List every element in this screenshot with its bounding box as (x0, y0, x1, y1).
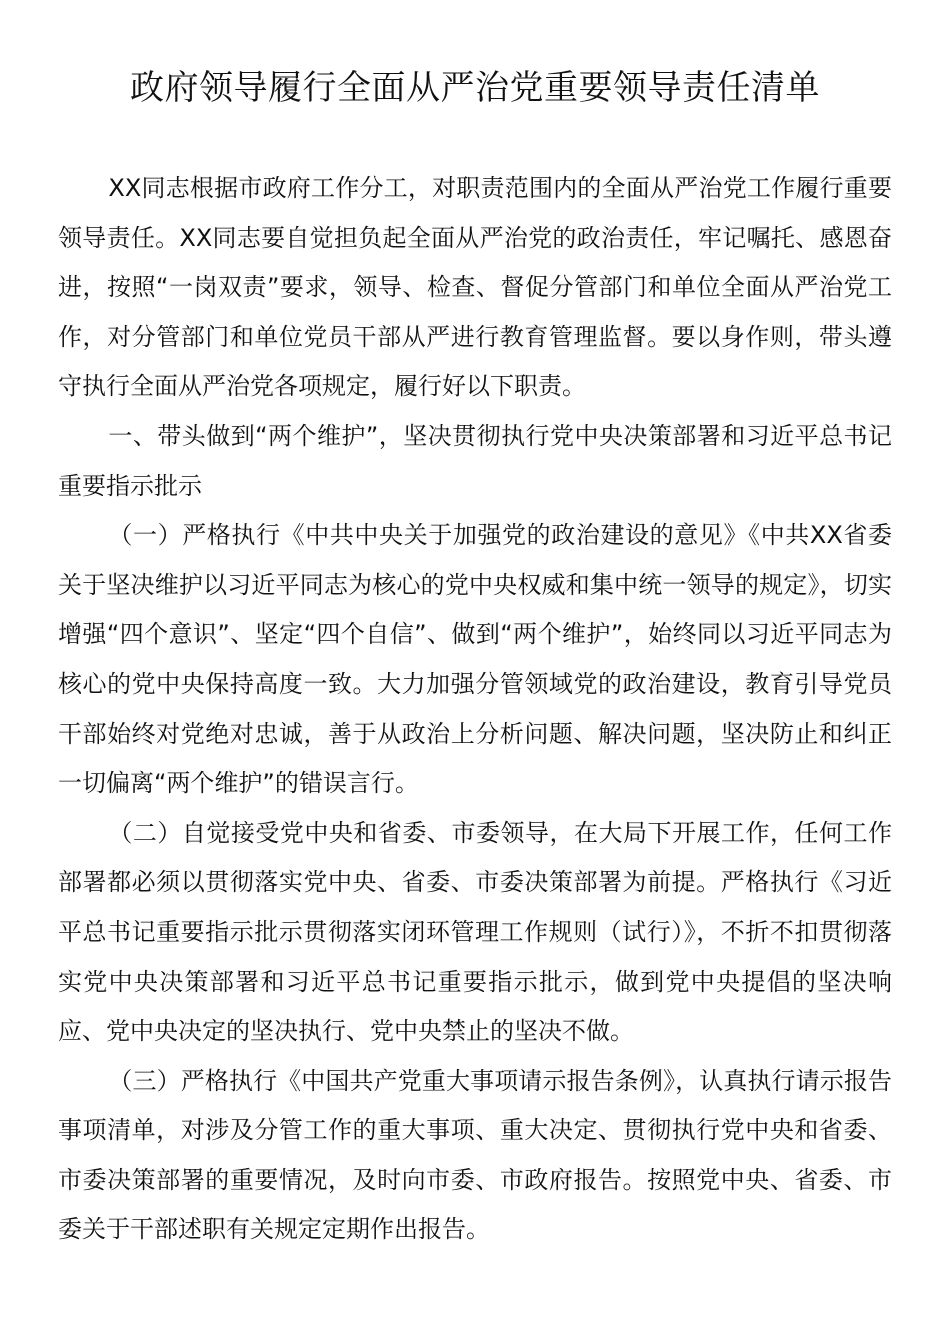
item-paragraph-1: （一）严格执行《中共中央关于加强党的政治建设的意见》《中共XX省委关于坚决维护以习近平同志为核心的党中央权威和集中统一领导的规定》，切实增强“四个意识”、坚定“四个自信”、做到“两个维护”，始终同以习近平同志为核心的党中央保持高度一致。大力加强分管领域党的政治建设，教育引导党员干部始终对党绝对忠诚，善于从政治上分析问题、解决问题，坚决防止和纠正一切偏离“两个维护”的错误言行。 (58, 521, 892, 798)
intro-paragraph: XX同志根据市政府工作分工，对职责范围内的全面从严治党工作履行重要领导责任。XX同志要自觉担负起全面从严治党的政治责任，牢记嘱托、感恩奋进，按照“一岗双责”要求，领导、检查、督促分管部门和单位全面从严治党工作，对分管部门和单位党员干部从严进行教育管理监督。要以身作则，带头遵守执行全面从严治党各项规定，履行好以下职责。 (58, 174, 892, 401)
document-title: 政府领导履行全面从严治党重要领导责任清单 (130, 68, 820, 108)
document-body (58, 164, 892, 1255)
section-heading-1: 一、带头做到“两个维护”，坚决贯彻执行党中央决策部署和习近平总书记重要指示批示 (58, 421, 892, 500)
item-paragraph-3: （三）严格执行《中国共产党重大事项请示报告条例》，认真执行请示报告事项清单，对涉及分管工作的重大事项、重大决定、贯彻执行党中央和省委、市委决策部署的重要情况，及时向市委、市政府报告。按照党中央、省委、市委关于干部述职有关规定定期作出报告。 (58, 1066, 892, 1244)
item-paragraph-2: （二）自觉接受党中央和省委、市委领导，在大局下开展工作，任何工作部署都必须以贯彻落实党中央、省委、市委决策部署为前提。严格执行《习近平总书记重要指示批示贯彻落实闭环管理工作规则（试行）》，不折不扣贯彻落实党中央决策部署和习近平总书记重要指示批示，做到党中央提倡的坚决响应、党中央决定的坚决执行、党中央禁止的坚决不做。 (58, 818, 892, 1046)
